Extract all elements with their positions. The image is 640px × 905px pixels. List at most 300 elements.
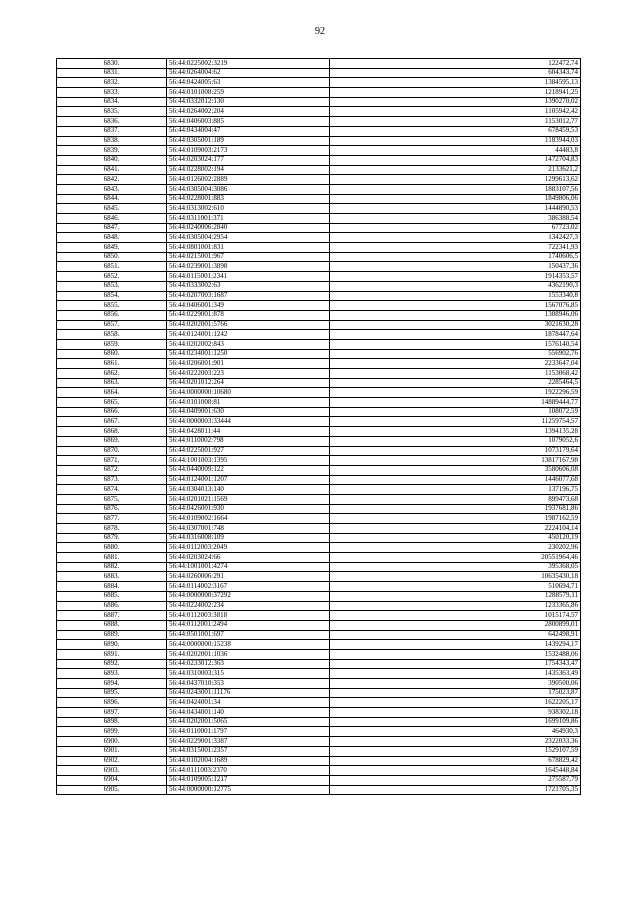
row-number-cell: 6862. <box>57 369 167 379</box>
cadastral-number-cell: 56:44:0333002:63 <box>167 281 330 291</box>
cadastral-number-cell: 56:44:0201012:264 <box>167 378 330 388</box>
table-row <box>57 553 581 563</box>
row-number-cell: 6858. <box>57 330 167 340</box>
cadastral-value-cell: 899473,68 <box>330 494 581 504</box>
cadastral-number-cell: 56:44:0225001:927 <box>167 446 330 456</box>
cadastral-value-cell: 1183944,03 <box>330 136 581 146</box>
cadastral-number-cell: 56:44:0304013:140 <box>167 485 330 495</box>
cadastral-number-cell: 56:44:0203024:66 <box>167 553 330 563</box>
table-row <box>57 369 581 379</box>
cadastral-number-cell: 56:44:0332012:130 <box>167 97 330 107</box>
cadastral-value-cell: 604343,74 <box>330 68 581 78</box>
table-row <box>57 165 581 175</box>
row-number-cell: 6886. <box>57 601 167 611</box>
table-row <box>57 146 581 156</box>
row-number-cell: 6897. <box>57 708 167 718</box>
row-number-cell: 6901. <box>57 746 167 756</box>
row-number-cell: 6861. <box>57 359 167 369</box>
cadastral-value-cell: 1987162,59 <box>330 514 581 524</box>
table-row <box>57 233 581 243</box>
table-row <box>57 388 581 398</box>
cadastral-number-cell: 56:44:0109003:2173 <box>167 146 330 156</box>
cadastral-value-cell: 1435363,49 <box>330 669 581 679</box>
cadastral-number-cell: 56:44:0112001:2494 <box>167 620 330 630</box>
table-row <box>57 59 581 69</box>
cadastral-value-cell: 556902,76 <box>330 349 581 359</box>
cadastral-value-cell: 1553340,8 <box>330 291 581 301</box>
table-row <box>57 223 581 233</box>
cadastral-value-cell: 1721705,35 <box>330 785 581 795</box>
row-number-cell: 6855. <box>57 301 167 311</box>
row-number-cell: 6900. <box>57 737 167 747</box>
cadastral-number-cell: 56:44:0202002:843 <box>167 339 330 349</box>
row-number-cell: 6848. <box>57 233 167 243</box>
cadastral-value-cell: 678829,42 <box>330 756 581 766</box>
table-row <box>57 68 581 78</box>
table-row <box>57 262 581 272</box>
cadastral-number-cell: 56:44:0112003:2049 <box>167 543 330 553</box>
row-number-cell: 6882. <box>57 562 167 572</box>
cadastral-value-cell: 4362190,3 <box>330 281 581 291</box>
cadastral-value-cell: 1529107,59 <box>330 746 581 756</box>
row-number-cell: 6833. <box>57 88 167 98</box>
table-row <box>57 417 581 427</box>
cadastral-value-cell: 2285464,5 <box>330 378 581 388</box>
row-number-cell: 6834. <box>57 97 167 107</box>
row-number-cell: 6875. <box>57 494 167 504</box>
table-row <box>57 582 581 592</box>
row-number-cell: 6831. <box>57 68 167 78</box>
row-number-cell: 6898. <box>57 717 167 727</box>
table-row <box>57 272 581 282</box>
cadastral-value-cell: 1622205,17 <box>330 698 581 708</box>
cadastral-number-cell: 56:44:0233012:363 <box>167 659 330 669</box>
cadastral-number-cell: 56:44:0228001:883 <box>167 194 330 204</box>
cadastral-value-cell: 14889444,77 <box>330 398 581 408</box>
row-number-cell: 6871. <box>57 456 167 466</box>
row-number-cell: 6887. <box>57 611 167 621</box>
row-number-cell: 6830. <box>57 59 167 69</box>
cadastral-value-cell: 1878447,64 <box>330 330 581 340</box>
row-number-cell: 6853. <box>57 281 167 291</box>
cadastral-value-cell: 2800899,01 <box>330 620 581 630</box>
cadastral-value-cell: 108072,59 <box>330 407 581 417</box>
table-row <box>57 252 581 262</box>
row-number-cell: 6879. <box>57 533 167 543</box>
table-row <box>57 494 581 504</box>
row-number-cell: 6896. <box>57 698 167 708</box>
cadastral-number-cell: 56:44:0109002:1664 <box>167 514 330 524</box>
table-row <box>57 688 581 698</box>
row-number-cell: 6894. <box>57 679 167 689</box>
row-number-cell: 6842. <box>57 175 167 185</box>
row-number-cell: 6851. <box>57 262 167 272</box>
row-number-cell: 6836. <box>57 117 167 127</box>
cadastral-value-cell: 1288579,11 <box>330 591 581 601</box>
table-row <box>57 320 581 330</box>
cadastral-number-cell: 56:44:0310003:315 <box>167 669 330 679</box>
cadastral-value-cell: 3580606,08 <box>330 465 581 475</box>
row-number-cell: 6873. <box>57 475 167 485</box>
cadastral-number-cell: 56:44:0215001:967 <box>167 252 330 262</box>
cadastral-value-cell: 44483,8 <box>330 146 581 156</box>
table-row <box>57 562 581 572</box>
table-row <box>57 310 581 320</box>
cadastral-value-cell: 1308946,06 <box>330 310 581 320</box>
row-number-cell: 6844. <box>57 194 167 204</box>
cadastral-number-cell: 56:44:0224002:234 <box>167 601 330 611</box>
cadastral-value-cell: 1015174,57 <box>330 611 581 621</box>
cadastral-number-cell: 56:44:0115001:2341 <box>167 272 330 282</box>
table-row <box>57 204 581 214</box>
row-number-cell: 6846. <box>57 214 167 224</box>
cadastral-number-cell: 56:44:0437010:353 <box>167 679 330 689</box>
row-number-cell: 6904. <box>57 775 167 785</box>
row-number-cell: 6880. <box>57 543 167 553</box>
row-number-cell: 6867. <box>57 417 167 427</box>
table-row <box>57 136 581 146</box>
cadastral-value-cell: 1390270,02 <box>330 97 581 107</box>
cadastral-value-cell: 175023,87 <box>330 688 581 698</box>
row-number-cell: 6888. <box>57 620 167 630</box>
row-number-cell: 6849. <box>57 243 167 253</box>
table-row <box>57 126 581 136</box>
cadastral-value-cell: 1394135,28 <box>330 427 581 437</box>
row-number-cell: 6865. <box>57 398 167 408</box>
table-row <box>57 504 581 514</box>
cadastral-value-cell: 386388,54 <box>330 214 581 224</box>
cadastral-value-cell: 1218941,25 <box>330 88 581 98</box>
cadastral-value-cell: 1342427,3 <box>330 233 581 243</box>
table-row <box>57 175 581 185</box>
table-row <box>57 88 581 98</box>
cadastral-value-cell: 1073179,64 <box>330 446 581 456</box>
cadastral-number-cell: 56:44:0206001:901 <box>167 359 330 369</box>
table-row <box>57 746 581 756</box>
cadastral-number-cell: 56:44:0260006:291 <box>167 572 330 582</box>
cadastral-number-cell: 56:44:0126002:2889 <box>167 175 330 185</box>
cadastral-number-cell: 56:44:0305001:189 <box>167 136 330 146</box>
cadastral-number-cell: 56:44:0239001:3898 <box>167 262 330 272</box>
cadastral-number-cell: 56:44:0229001:3387 <box>167 737 330 747</box>
row-number-cell: 6841. <box>57 165 167 175</box>
cadastral-value-cell: 395368,05 <box>330 562 581 572</box>
table-row <box>57 117 581 127</box>
row-number-cell: 6864. <box>57 388 167 398</box>
cadastral-value-cell: 938302,18 <box>330 708 581 718</box>
cadastral-number-cell: 56:44:0234001:1250 <box>167 349 330 359</box>
cadastral-value-cell: 1153068,42 <box>330 369 581 379</box>
cadastral-number-cell: 56:44:0000000:10680 <box>167 388 330 398</box>
row-number-cell: 6859. <box>57 339 167 349</box>
table-row <box>57 301 581 311</box>
row-number-cell: 6884. <box>57 582 167 592</box>
table-row <box>57 601 581 611</box>
cadastral-number-cell: 56:44:0315001:2357 <box>167 746 330 756</box>
cadastral-number-cell: 56:44:0207003:1687 <box>167 291 330 301</box>
row-number-cell: 6870. <box>57 446 167 456</box>
table-row <box>57 398 581 408</box>
table-row <box>57 524 581 534</box>
cadastral-number-cell: 56:44:0110002:798 <box>167 436 330 446</box>
cadastral-number-cell: 56:44:0406001:349 <box>167 301 330 311</box>
cadastral-number-cell: 56:44:0428011:44 <box>167 427 330 437</box>
cadastral-number-cell: 56:44:0000003:33444 <box>167 417 330 427</box>
table-row <box>57 611 581 621</box>
row-number-cell: 6852. <box>57 272 167 282</box>
cadastral-value-cell: 1299613,62 <box>330 175 581 185</box>
row-number-cell: 6835. <box>57 107 167 117</box>
cadastral-number-cell: 56:44:0202001:1036 <box>167 649 330 659</box>
cadastral-number-cell: 56:44:0264004:62 <box>167 68 330 78</box>
cadastral-number-cell: 56:44:0264002:204 <box>167 107 330 117</box>
row-number-cell: 6876. <box>57 504 167 514</box>
table-row <box>57 155 581 165</box>
row-number-cell: 6883. <box>57 572 167 582</box>
cadastral-value-cell: 1439294,17 <box>330 640 581 650</box>
row-number-cell: 6874. <box>57 485 167 495</box>
cadastral-number-cell: 56:44:0434001:140 <box>167 708 330 718</box>
table-row <box>57 514 581 524</box>
table-row <box>57 766 581 776</box>
cadastral-number-cell: 56:44:0203024:177 <box>167 155 330 165</box>
cadastral-number-cell: 56:44:0225002:3219 <box>167 59 330 69</box>
table-row <box>57 775 581 785</box>
cadastral-number-cell: 56:44:0409001:630 <box>167 407 330 417</box>
table-row <box>57 97 581 107</box>
cadastral-number-cell: 56:44:0124001:1242 <box>167 330 330 340</box>
cadastral-value-cell: 2322033,36 <box>330 737 581 747</box>
cadastral-number-cell: 56:44:0243001:11176 <box>167 688 330 698</box>
table-row <box>57 78 581 88</box>
cadastral-value-table <box>56 58 581 795</box>
row-number-cell: 6845. <box>57 204 167 214</box>
table-row <box>57 669 581 679</box>
page-number: 92 <box>315 26 325 37</box>
cadastral-number-cell: 56:44:0406003:885 <box>167 117 330 127</box>
table-row <box>57 475 581 485</box>
cadastral-number-cell: 56:44:0424001:34 <box>167 698 330 708</box>
cadastral-value-cell: 1740606,5 <box>330 252 581 262</box>
table-row <box>57 339 581 349</box>
row-number-cell: 6872. <box>57 465 167 475</box>
cadastral-value-cell: 13817167,98 <box>330 456 581 466</box>
table-row <box>57 727 581 737</box>
cadastral-value-cell: 1754343,47 <box>330 659 581 669</box>
cadastral-number-cell: 56:44:0305004:2954 <box>167 233 330 243</box>
row-number-cell: 6860. <box>57 349 167 359</box>
table-row <box>57 281 581 291</box>
row-number-cell: 6885. <box>57 591 167 601</box>
cadastral-value-cell: 1446077,68 <box>330 475 581 485</box>
table-row <box>57 214 581 224</box>
row-number-cell: 6899. <box>57 727 167 737</box>
cadastral-value-cell: 678459,53 <box>330 126 581 136</box>
cadastral-number-cell: 56:44:0434004:47 <box>167 126 330 136</box>
row-number-cell: 6902. <box>57 756 167 766</box>
cadastral-number-cell: 56:44:0501001:697 <box>167 630 330 640</box>
table-row <box>57 737 581 747</box>
table-row <box>57 698 581 708</box>
table-row <box>57 330 581 340</box>
row-number-cell: 6890. <box>57 640 167 650</box>
cadastral-value-cell: 2224104,14 <box>330 524 581 534</box>
table-row <box>57 291 581 301</box>
cadastral-number-cell: 56:44:0124001:1207 <box>167 475 330 485</box>
cadastral-number-cell: 56:44:0114002:3167 <box>167 582 330 592</box>
row-number-cell: 6889. <box>57 630 167 640</box>
row-number-cell: 6891. <box>57 649 167 659</box>
cadastral-value-cell: 1922296,59 <box>330 388 581 398</box>
cadastral-number-cell: 56:44:0316008:109 <box>167 533 330 543</box>
cadastral-number-cell: 56:44:0426001:930 <box>167 504 330 514</box>
cadastral-value-cell: 1567076,85 <box>330 301 581 311</box>
table-row <box>57 465 581 475</box>
table-row <box>57 349 581 359</box>
cadastral-value-cell: 1079052,6 <box>330 436 581 446</box>
cadastral-value-cell: 510694,71 <box>330 582 581 592</box>
row-number-cell: 6905. <box>57 785 167 795</box>
cadastral-value-cell: 1153012,77 <box>330 117 581 127</box>
table-row <box>57 785 581 795</box>
cadastral-number-cell: 56:44:0112003:3818 <box>167 611 330 621</box>
cadastral-value-cell: 122472,74 <box>330 59 581 69</box>
cadastral-number-cell: 56:44:0313002:610 <box>167 204 330 214</box>
row-number-cell: 6832. <box>57 78 167 88</box>
table-row <box>57 243 581 253</box>
row-number-cell: 6850. <box>57 252 167 262</box>
table-row <box>57 708 581 718</box>
row-number-cell: 6838. <box>57 136 167 146</box>
row-number-cell: 6847. <box>57 223 167 233</box>
cadastral-value-cell: 150437,36 <box>330 262 581 272</box>
cadastral-number-cell: 56:44:0101008:81 <box>167 398 330 408</box>
row-number-cell: 6863. <box>57 378 167 388</box>
table-row <box>57 194 581 204</box>
row-number-cell: 6837. <box>57 126 167 136</box>
cadastral-number-cell: 56:44:1001001:4274 <box>167 562 330 572</box>
cadastral-value-cell: 2133621,2 <box>330 165 581 175</box>
row-number-cell: 6866. <box>57 407 167 417</box>
row-number-cell: 6857. <box>57 320 167 330</box>
row-number-cell: 6881. <box>57 553 167 563</box>
row-number-cell: 6869. <box>57 436 167 446</box>
cadastral-value-cell: 20551964,46 <box>330 553 581 563</box>
cadastral-value-cell: 1883107,56 <box>330 184 581 194</box>
cadastral-value-cell: 11259754,57 <box>330 417 581 427</box>
cadastral-value-cell: 642498,91 <box>330 630 581 640</box>
cadastral-number-cell: 56:44:0000000:12775 <box>167 785 330 795</box>
table-row <box>57 659 581 669</box>
cadastral-number-cell: 56:44:0111003:2370 <box>167 766 330 776</box>
table-row <box>57 756 581 766</box>
row-number-cell: 6854. <box>57 291 167 301</box>
row-number-cell: 6892. <box>57 659 167 669</box>
table-row <box>57 533 581 543</box>
table-row <box>57 359 581 369</box>
table-row <box>57 446 581 456</box>
cadastral-number-cell: 56:44:0228002:194 <box>167 165 330 175</box>
cadastral-number-cell: 56:44:0307001:748 <box>167 524 330 534</box>
cadastral-value-cell: 1444890,53 <box>330 204 581 214</box>
cadastral-number-cell: 56:44:0202001:5766 <box>167 320 330 330</box>
table-row <box>57 679 581 689</box>
cadastral-value-cell: 1233365,86 <box>330 601 581 611</box>
table-row <box>57 427 581 437</box>
table-row <box>57 620 581 630</box>
cadastral-value-cell: 3021630,28 <box>330 320 581 330</box>
cadastral-value-cell: 137196,75 <box>330 485 581 495</box>
cadastral-value-cell: 450120,19 <box>330 533 581 543</box>
table-row <box>57 436 581 446</box>
table-row <box>57 630 581 640</box>
row-number-cell: 6843. <box>57 184 167 194</box>
cadastral-number-cell: 56:44:0102004:1689 <box>167 756 330 766</box>
row-number-cell: 6856. <box>57 310 167 320</box>
table-row <box>57 107 581 117</box>
cadastral-value-cell: 2233647,04 <box>330 359 581 369</box>
cadastral-value-cell: 67723,02 <box>330 223 581 233</box>
row-number-cell: 6903. <box>57 766 167 776</box>
cadastral-value-cell: 722341,93 <box>330 243 581 253</box>
cadastral-number-cell: 56:44:0109005:1217 <box>167 775 330 785</box>
row-number-cell: 6893. <box>57 669 167 679</box>
cadastral-number-cell: 56:44:0110001:1797 <box>167 727 330 737</box>
cadastral-number-cell: 56:44:0801001:831 <box>167 243 330 253</box>
cadastral-value-cell: 1105942,42 <box>330 107 581 117</box>
row-number-cell: 6839. <box>57 146 167 156</box>
row-number-cell: 6895. <box>57 688 167 698</box>
cadastral-number-cell: 56:44:0229001:878 <box>167 310 330 320</box>
cadastral-number-cell: 56:44:0424005:63 <box>167 78 330 88</box>
cadastral-value-cell: 1699109,86 <box>330 717 581 727</box>
cadastral-number-cell: 56:44:0201021:1569 <box>167 494 330 504</box>
row-number-cell: 6840. <box>57 155 167 165</box>
table-row <box>57 717 581 727</box>
table-row <box>57 591 581 601</box>
table-row <box>57 640 581 650</box>
cadastral-number-cell: 56:44:0202001:5065 <box>167 717 330 727</box>
cadastral-value-cell: 464930,3 <box>330 727 581 737</box>
table-row <box>57 407 581 417</box>
cadastral-number-cell: 56:44:0000000:15238 <box>167 640 330 650</box>
cadastral-number-cell: 56:44:0240006:2840 <box>167 223 330 233</box>
cadastral-number-cell: 56:44:0311001:371 <box>167 214 330 224</box>
cadastral-value-cell: 1532488,06 <box>330 649 581 659</box>
cadastral-value-cell: 1914353,57 <box>330 272 581 282</box>
table-row <box>57 649 581 659</box>
table-row <box>57 378 581 388</box>
cadastral-value-cell: 1576140,54 <box>330 339 581 349</box>
table-row <box>57 456 581 466</box>
table-row <box>57 543 581 553</box>
table-row <box>57 485 581 495</box>
row-number-cell: 6878. <box>57 524 167 534</box>
cadastral-value-cell: 1384595,13 <box>330 78 581 88</box>
cadastral-number-cell: 56:44:0305004:3086 <box>167 184 330 194</box>
table-body <box>57 59 581 795</box>
table-row <box>57 572 581 582</box>
cadastral-value-cell: 390500,06 <box>330 679 581 689</box>
cadastral-value-cell: 275587,79 <box>330 775 581 785</box>
cadastral-number-cell: 56:44:1001003:1395 <box>167 456 330 466</box>
cadastral-value-cell: 1645448,84 <box>330 766 581 776</box>
cadastral-number-cell: 56:44:0000000:37292 <box>167 591 330 601</box>
cadastral-number-cell: 56:44:0101008:259 <box>167 88 330 98</box>
cadastral-value-cell: 230202,96 <box>330 543 581 553</box>
cadastral-value-cell: 1849806,06 <box>330 194 581 204</box>
row-number-cell: 6877. <box>57 514 167 524</box>
